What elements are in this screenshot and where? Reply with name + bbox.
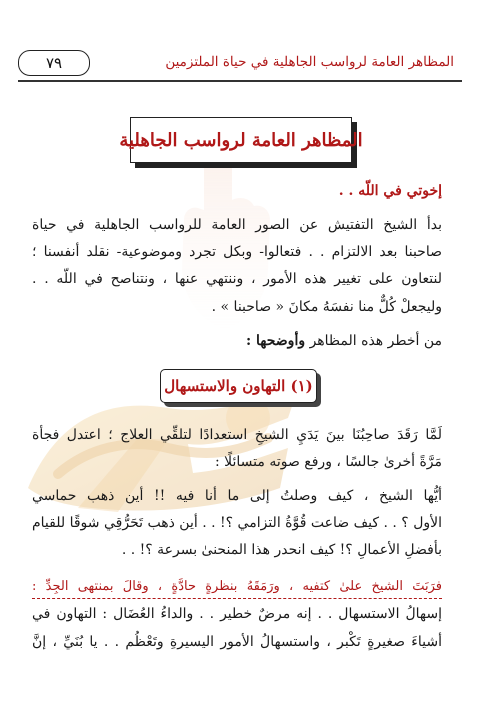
greeting: إخوتي في اللّه . .: [338, 183, 442, 199]
answer-line: أشياءَ صغيرةٍ تَكْبر ، واستسهالُ الأمور اليسيرةِ وتَعْظُم . . يا بُنَيِّ ، إنَّ: [32, 634, 442, 650]
section-heading-box: [160, 369, 317, 403]
highlighted-quote: فرَبَتَ الشيخ علىٰ كتفيه ، ورَمَقَهُ بنظرةٍ حادَّةٍ ، وقالَ بمنتهى الجِدِّ :: [32, 579, 442, 594]
paragraph-line: وليجعلْ كُلٌّ منا نفسَهُ مكانَ « صاحبنا » .: [211, 299, 442, 315]
chapter-title: المظاهر العامة لرواسب الجاهلية: [119, 129, 363, 151]
paragraph-line: صاحبنا بعد الالتزام . . فتعالوا- وبكل تجرد وموضوعية- نقلد أنفسنا ؛: [32, 244, 442, 260]
story-line: بأفضلِ الأعمالِ ؟! كيف انحدر هذا المنحنىٰ بسرعة ؟! . .: [121, 542, 442, 558]
running-title: المظاهر العامة لرواسب الجاهلية في حياة الملتزمين: [165, 54, 454, 70]
paragraph-line: لنتعاون على تغيير هذه الأمور ، وننتهي عنها ، ونتناصح في اللّه . .: [32, 271, 442, 287]
header-divider: [18, 80, 462, 82]
story-line: أيُّها الشيخ ، كيف وصلتُ إلى ما أنا فيه !! أين ذهب حماسي: [32, 488, 442, 504]
lead-in-prefix: من أخطر هذه المظاهر: [309, 333, 442, 349]
paragraph-line: بدأ الشيخ التفتيش عن الصور العامة للرواسب الجاهلية في حياة: [32, 217, 442, 233]
page-number: ٧٩: [18, 50, 90, 76]
lead-in-line: [32, 331, 442, 351]
section-heading: (١) التهاون والاستسهال: [164, 377, 313, 395]
chapter-title-box: [119, 117, 363, 163]
quote-underline: [32, 598, 442, 599]
story-line: مَرَّةً أخرىٰ جالسًا ، ورفع صوته متسائلًا :: [214, 454, 442, 470]
story-line: لَمَّا رَقَدَ صاحِبُنَا بينَ يَدَيِ الشيخِ استعدادًا لتلقِّي العلاج ؛ اعتدل فجأة: [32, 427, 442, 443]
answer-line: إسهالُ الاستسهال . . إنه مرضٌ خطير . . والداءُ العُضَال : التهاون في: [32, 606, 442, 622]
story-line: الأول ؟ . . كيف ضاعت قُوَّةُ التزامي ؟! . . أين ذهب تَحَرُّقِي شوقًا للقيام: [32, 515, 442, 531]
lead-in-emphasis: وأوضحها :: [246, 333, 306, 349]
page-header: [18, 50, 454, 78]
